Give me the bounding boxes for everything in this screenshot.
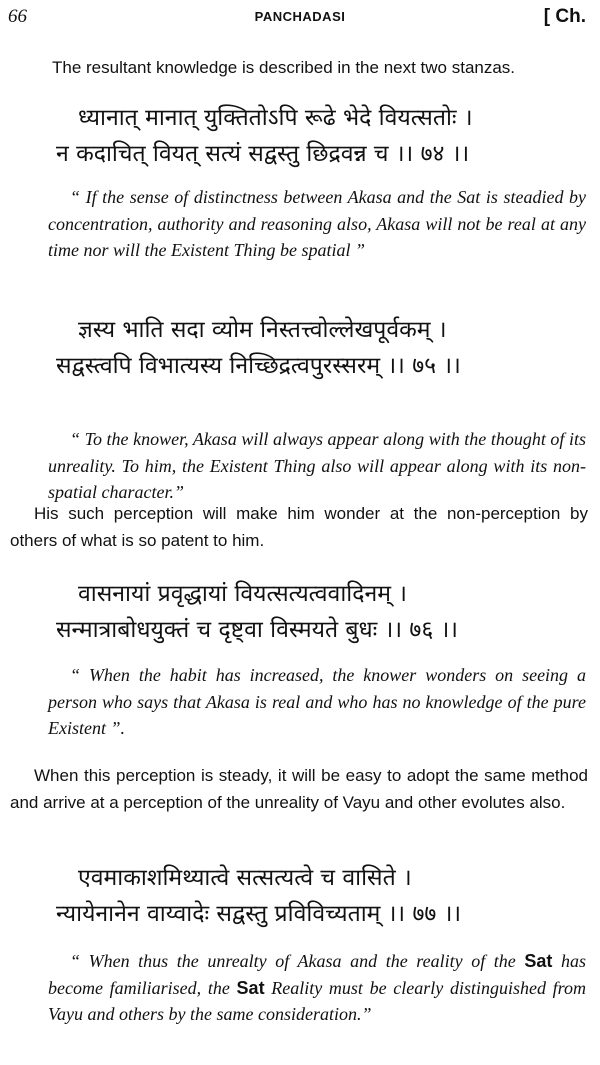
verse-77 [0, 860, 600, 932]
chapter-marker: [ Ch. [543, 6, 586, 27]
verse-74 [0, 100, 600, 172]
verse-75-line-1: ज्ञस्य भाति सदा व्योम निस्तत्त्वोल्लेखपूर्वकम् । [78, 317, 447, 343]
verse-76-line-2: सन्मात्राबोधयुक्तं च दृष्ट्वा विस्मयते बुधः ।। ७६ ।। [56, 617, 459, 643]
translation-77 [0, 948, 600, 1028]
verse-76-line-1: वासनायां प्रवृद्धायां वियत्सत्यत्ववादिनम् । [78, 581, 408, 607]
verse-76 [0, 576, 600, 648]
running-title: PANCHADASI [254, 9, 346, 24]
translation-74-text: “ If the sense of distinctness between Akasa and the Sat is steadied by concentration, authority and reasoning also, Akasa will not be real at any time nor will the Existent Thing be spatial ” [48, 187, 586, 260]
paragraph-wonder: His such perception will make him wonder at the non-perception by others of what is so patent to him. [10, 504, 588, 550]
translation-76-text: “ When the habit has increased, the knower wonders on seeing a person who says that Akasa is real and who has no knowledge of the pure Existent ”. [48, 665, 586, 738]
intro-paragraph: The resultant knowledge is described in the next two stanzas. [52, 58, 516, 77]
verse-77-line-2: न्यायेनानेन वाय्वादेः सद्वस्तु प्रविविच्यताम् ।। ७७ ।। [56, 901, 462, 927]
sat-term: Sat [236, 977, 265, 998]
verse-74-line-2: न कदाचित् वियत् सत्यं सद्वस्तु छिद्रवन्न च ।। ७४ ।। [56, 141, 470, 167]
translation-75-text: “ To the knower, Akasa will always appear along with the thought of its unreality. To him, the Existent Thing also will appear along with its non-spatial character.” [48, 429, 586, 502]
translation-74 [0, 184, 600, 264]
verse-75 [0, 312, 600, 384]
translation-75 [0, 426, 600, 506]
page-header [0, 6, 600, 32]
verse-75-line-2: सद्वस्त्वपि विभात्यस्य निच्छिद्रत्वपुरस्सरम् ।। ७५ ।। [56, 353, 461, 379]
verse-77-line-1: एवमाकाशमिथ्यात्वे सत्सत्यत्वे च वासिते । [78, 865, 412, 891]
translation-77-part-3: Reality must be clearly distinguished from Vayu and others by the same consideration.” [48, 977, 586, 1024]
sat-term: Sat [524, 951, 553, 971]
verse-74-line-1: ध्यानात् मानात् युक्तितोऽपि रूढे भेदे वियत्सतोः । [78, 105, 473, 131]
translation-77-part-1: “ When thus the unrealty of Akasa and the reality of the [70, 951, 525, 971]
paragraph-steady: When this perception is steady, it will be easy to adopt the same method and arrive at a perception of the unreality of Vayu and other evolutes also. [10, 766, 588, 812]
translation-77-part-2: has become familiarised, the [48, 951, 586, 998]
page-number: 66 [8, 6, 27, 27]
translation-77-text [48, 948, 586, 1028]
translation-76 [0, 662, 600, 742]
